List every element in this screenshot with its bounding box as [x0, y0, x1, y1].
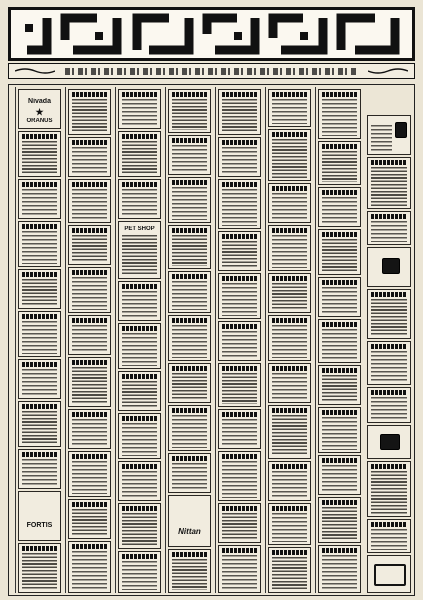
- ad-box: [268, 273, 311, 313]
- ad-box: [118, 281, 161, 321]
- ad-box: [268, 405, 311, 459]
- ad-box: [118, 221, 161, 279]
- ad-box: [268, 461, 311, 501]
- pet-shop-brand-logo: PET SHOP: [124, 226, 155, 232]
- ads-column-7: [65, 87, 113, 593]
- tagline-text-band: [65, 68, 358, 75]
- ad-box: [367, 115, 411, 155]
- ad-box: [18, 491, 61, 541]
- ad-box: [218, 179, 261, 229]
- ad-box: [118, 323, 161, 369]
- ad-box: [118, 371, 161, 411]
- oranus-brand-logo: ORANUS: [26, 118, 53, 124]
- ad-box: [318, 277, 361, 317]
- ad-box: [168, 135, 211, 175]
- ad-box: [68, 541, 111, 593]
- ad-box: [218, 231, 261, 271]
- ad-box: [118, 179, 161, 219]
- ad-box: [367, 555, 411, 593]
- ad-box: [318, 365, 361, 405]
- ad-box: [218, 545, 261, 593]
- ad-box: [367, 387, 411, 423]
- ad-box: [318, 141, 361, 185]
- ad-box: [268, 129, 311, 181]
- ad-box: [68, 137, 111, 177]
- ad-box: [318, 455, 361, 495]
- ad-box: [68, 225, 111, 265]
- ad-box: [118, 89, 161, 129]
- ad-box: [18, 179, 61, 219]
- ad-box: [18, 543, 61, 593]
- ad-box: [168, 89, 211, 133]
- tagline-ornament-left: [15, 67, 55, 75]
- ad-box: [168, 177, 211, 223]
- ad-box: [218, 409, 261, 449]
- ad-box: [68, 451, 111, 497]
- ad-box: [218, 503, 261, 543]
- ad-box: [268, 547, 311, 593]
- ad-box: [18, 311, 61, 357]
- ad-box: [18, 89, 61, 129]
- ad-box: [367, 211, 411, 245]
- ad-box: [367, 519, 411, 553]
- ad-box: [268, 183, 311, 223]
- masthead-title-logotype: [11, 10, 412, 58]
- ad-box: [18, 401, 61, 447]
- masthead-banner: [8, 7, 415, 61]
- ad-box: [68, 357, 111, 407]
- ad-box: [318, 545, 361, 593]
- ad-box: [268, 315, 311, 361]
- ad-box: [18, 449, 61, 489]
- ad-box: [218, 321, 261, 361]
- ad-box: [268, 225, 311, 271]
- ad-box: [18, 221, 61, 267]
- ad-box: [268, 89, 311, 127]
- ad-box: [18, 131, 61, 177]
- fortis-brand-logo: FORTIS: [26, 522, 53, 529]
- ad-box: [18, 359, 61, 399]
- ad-box: [218, 137, 261, 177]
- ad-box: [168, 315, 211, 361]
- nittan-brand-logo: Nittan: [178, 528, 201, 536]
- ad-box: [118, 413, 161, 459]
- ads-column-8: [15, 87, 63, 593]
- ad-box: [218, 451, 261, 501]
- ads-column-6: [115, 87, 163, 593]
- ads-column-4: [215, 87, 263, 593]
- masthead-tagline-strip: [8, 63, 415, 79]
- ad-box: [168, 363, 211, 403]
- ad-box: [118, 503, 161, 549]
- ad-box: [168, 225, 211, 269]
- ad-box: [318, 89, 361, 139]
- ads-column-3: [265, 87, 313, 593]
- ad-emblem-icon: [380, 434, 400, 450]
- ad-box: [218, 89, 261, 135]
- ad-box: [68, 315, 111, 355]
- ad-box: [268, 503, 311, 545]
- ad-box: [367, 461, 411, 517]
- ads-column-2: [315, 87, 363, 593]
- ad-emblem-icon: [395, 122, 407, 138]
- ad-box: [18, 269, 61, 309]
- ad-box: [118, 131, 161, 177]
- ad-box: [367, 247, 411, 287]
- ad-emblem-icon: [374, 564, 406, 586]
- ad-box: [367, 157, 411, 209]
- ad-box: [68, 409, 111, 449]
- ad-box: [318, 187, 361, 227]
- ad-box: [118, 551, 161, 593]
- ad-box: [168, 453, 211, 493]
- ad-box: [318, 497, 361, 543]
- ad-box: [268, 363, 311, 403]
- tagline-ornament-right: [368, 67, 408, 75]
- ad-box: [218, 363, 261, 407]
- ads-column-1: [365, 87, 413, 593]
- ad-box: [367, 341, 411, 385]
- ad-emblem-icon: [382, 258, 400, 274]
- ad-box: [118, 461, 161, 501]
- ad-box: [367, 425, 411, 459]
- star-icon: ★: [35, 108, 44, 117]
- ad-box: [168, 271, 211, 313]
- ad-box: [68, 267, 111, 313]
- ad-box: [318, 319, 361, 363]
- ad-box: [218, 273, 261, 319]
- ad-box: [168, 495, 211, 547]
- ad-box: [168, 405, 211, 451]
- ad-box: [367, 289, 411, 339]
- ad-box: [318, 407, 361, 453]
- ad-box: [68, 499, 111, 539]
- ad-box: [168, 549, 211, 593]
- ad-box: [68, 89, 111, 135]
- nivada-brand-logo: Nivada: [28, 98, 51, 105]
- classified-ads-grid: [8, 84, 415, 596]
- ad-box: [318, 229, 361, 275]
- ads-column-5: [165, 87, 213, 593]
- ad-box: [68, 179, 111, 223]
